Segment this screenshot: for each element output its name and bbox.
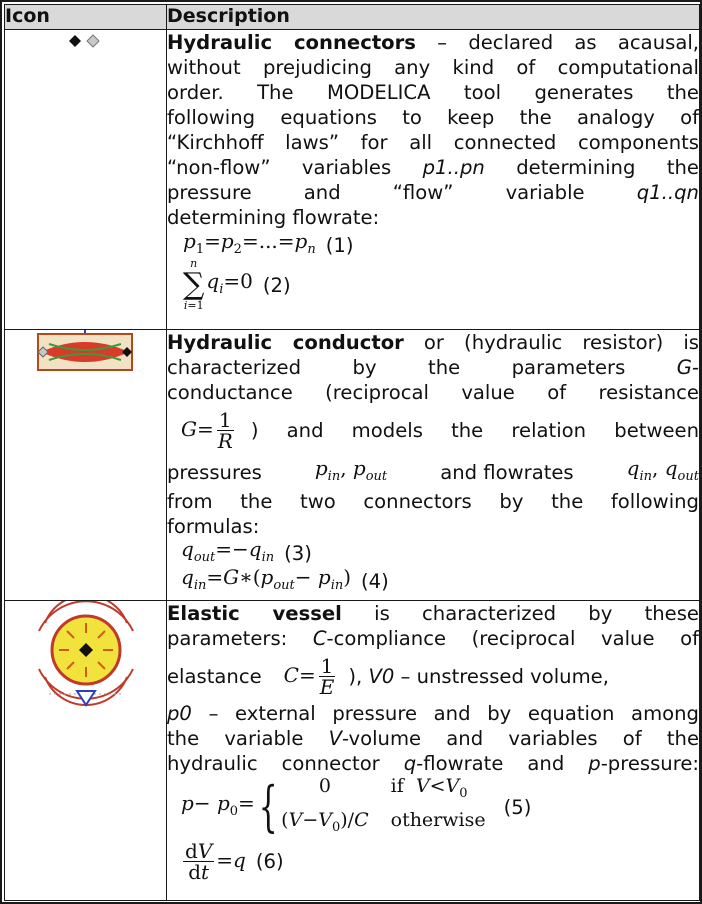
desc-line xyxy=(167,726,699,751)
desc-line xyxy=(167,180,699,205)
text-span: elastance xyxy=(167,664,262,688)
desc-line: from the two connectors by the following xyxy=(167,490,699,513)
icon-cell xyxy=(5,30,167,330)
table-header-row xyxy=(5,5,700,30)
desc-line: conductance (reciprocal value of resistance xyxy=(167,381,699,404)
desc-line: – declared as acausal, xyxy=(415,31,699,54)
text-span: the variable xyxy=(167,727,329,750)
desc-line: “Kirchhoff laws” for all connected components xyxy=(167,131,699,154)
equation-2 xyxy=(183,257,699,312)
text-span: “non-flow” variables xyxy=(167,156,423,179)
desc-line xyxy=(167,355,699,380)
text-span: -pressure: xyxy=(600,752,699,775)
equation-number: (3) xyxy=(284,541,312,565)
header-icon-cell: Icon xyxy=(5,5,167,30)
pressure-vars: $p_{in}$, $p_{out}$ xyxy=(314,455,388,484)
desc-line: without prejudicing any kind of computational xyxy=(167,56,699,79)
description-cell xyxy=(167,601,700,901)
text-span: hydraulic connector xyxy=(167,752,404,775)
text-span: characterized xyxy=(167,356,302,379)
equation-number: (1) xyxy=(325,233,354,257)
text-span: ) and models the relation between xyxy=(250,418,699,442)
variable: p1..pn xyxy=(422,156,485,179)
equation-5 xyxy=(181,775,699,838)
text-span: – external pressure and by equation among xyxy=(191,702,699,725)
desc-line: determining flowrate: xyxy=(167,206,380,229)
text-span: and flowrates xyxy=(440,460,574,484)
text-span: the xyxy=(428,356,461,379)
equation-number: (5) xyxy=(503,795,532,819)
equation-math: $p- p_0=$ xyxy=(181,790,255,819)
text-span: -volume and variables of the xyxy=(341,727,699,750)
desc-line xyxy=(167,701,699,726)
modelica-component-table xyxy=(4,4,700,901)
desc-line xyxy=(167,405,699,455)
desc-line xyxy=(167,651,699,701)
case-condition: otherwise xyxy=(390,809,486,831)
equation-cases xyxy=(281,774,485,840)
desc-line xyxy=(167,155,699,180)
description-cell xyxy=(167,30,700,330)
desc-line xyxy=(167,751,699,776)
equation-4 xyxy=(181,564,699,595)
equation-number: (2) xyxy=(262,273,291,297)
flow-vars: $q_{in}$, $q_{out}$ xyxy=(626,455,699,484)
variable: q xyxy=(403,752,417,775)
compliance-formula: C= $\frac{1}{E}$ xyxy=(283,653,335,699)
text-span: if xyxy=(390,775,404,798)
header-description-cell: Description xyxy=(167,5,700,30)
text-span: “flow” xyxy=(392,181,454,204)
text-span: -flowrate and xyxy=(416,752,589,775)
equation-1 xyxy=(183,230,699,260)
text-span: pressures xyxy=(167,460,262,484)
text-span: and xyxy=(303,181,341,204)
icon-cell xyxy=(5,601,167,901)
equation-math: $p_1=p_2=...=p_n$ xyxy=(183,228,316,257)
text-span: – unstressed volume, xyxy=(394,664,609,688)
brace-symbol: { xyxy=(258,775,278,838)
equation-math: $q_{out}=-q_{in}$ xyxy=(181,536,275,565)
case-value: 0 xyxy=(318,775,331,798)
text-span: determining the xyxy=(484,156,699,179)
desc-line: formulas: xyxy=(167,515,260,538)
equation-3 xyxy=(181,536,699,567)
description-cell xyxy=(167,330,700,601)
equation-number: (4) xyxy=(361,569,389,593)
variable: V xyxy=(328,727,342,750)
equation-6 xyxy=(181,836,699,886)
case-value: $(V-V_0)/C$ xyxy=(281,809,369,835)
desc-line xyxy=(167,455,699,489)
variable: V0 xyxy=(368,664,395,688)
table-row xyxy=(5,601,700,901)
desc-line: following equations to keep the analogy of xyxy=(167,106,699,129)
equation-math: $q_i=0$ xyxy=(206,268,253,297)
elastic-vessel-icon xyxy=(5,601,167,711)
text-span: -compliance (reciprocal value of xyxy=(326,627,699,650)
text-span: variable xyxy=(505,181,585,204)
text-span xyxy=(348,664,609,689)
text-span: by xyxy=(352,356,377,379)
equation-math: $q_{in}=G∗(p_{out}- p_{in})$ xyxy=(181,564,352,593)
equation-number: (6) xyxy=(255,849,284,873)
resistance-formula: G= $\frac{1}{R}$ xyxy=(181,407,233,453)
hydraulic-conductor-icon xyxy=(5,330,167,374)
text-span: pressure xyxy=(167,181,252,204)
desc-line: order. The MODELICA tool generates the xyxy=(167,81,699,104)
table-row xyxy=(5,330,700,601)
row-title: Hydraulic conductor xyxy=(167,331,404,354)
table-row xyxy=(5,30,700,330)
variable: G- xyxy=(676,356,699,379)
text-span: parameters: xyxy=(167,627,313,650)
desc-line xyxy=(167,626,699,651)
hydraulic-connector-icon xyxy=(5,30,167,60)
case-condition: if $V<V_0$ xyxy=(390,775,468,801)
text-span: is characterized by these xyxy=(341,602,699,625)
text-span: or (hydraulic resistor) is xyxy=(403,331,699,354)
icon-cell xyxy=(5,330,167,601)
variable: q1..qn xyxy=(636,181,699,204)
variable: C xyxy=(312,627,327,650)
variable: p xyxy=(588,752,601,775)
variable: p0 xyxy=(167,702,192,725)
text-span: ), xyxy=(348,664,369,688)
row-title: Elastic vessel xyxy=(167,602,342,625)
equation-math: $\frac{dV}{dt}$ =q xyxy=(185,838,246,884)
text-span: parameters xyxy=(511,356,626,379)
summation-symbol: n ∑ i=1 xyxy=(183,257,205,312)
row-title: Hydraulic connectors xyxy=(167,31,416,54)
